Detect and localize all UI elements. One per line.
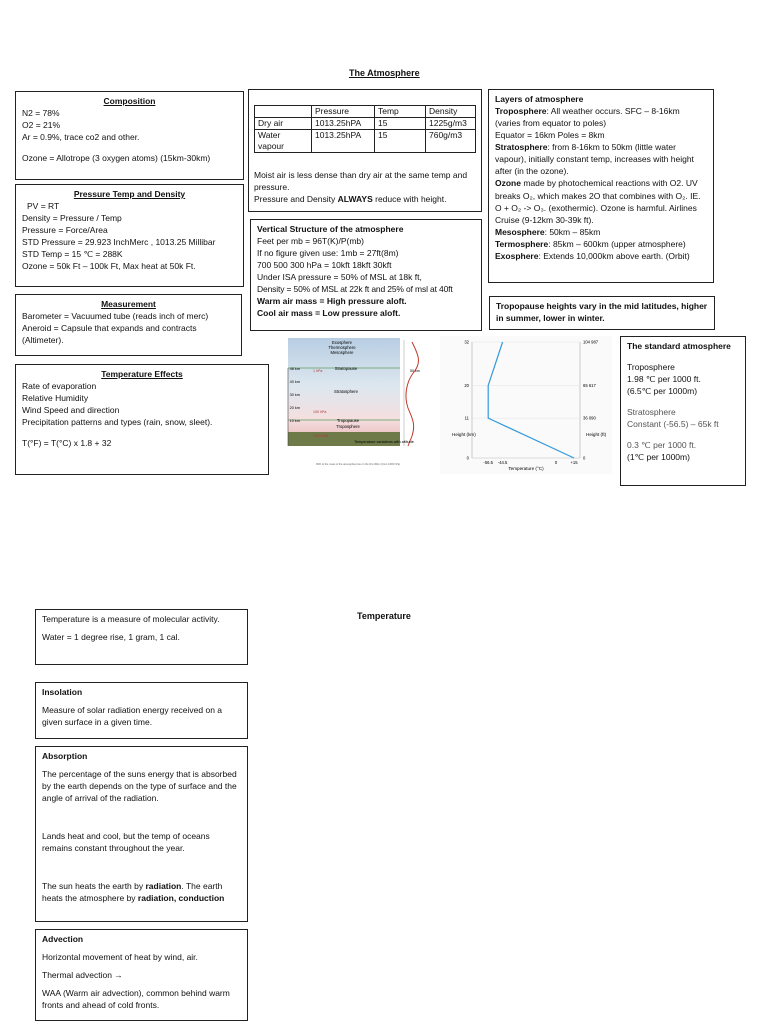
vertical-line: 700 500 300 hPa = 10kft 18kft 30kft [257, 260, 392, 271]
advection-line: Thermal advection → [42, 970, 123, 981]
figure-footnote: 99% of the mass of the atmosphere lies in the first 30km (from 1000 hPa) [315, 463, 401, 466]
x-tick-label: -56.5 [483, 460, 493, 465]
temperature-box [35, 609, 248, 665]
table-cell: Water vapour [255, 130, 312, 153]
measurement-box [15, 294, 242, 356]
y-left-label: Height (km) [452, 432, 476, 437]
y-left-tick-label: 20 [464, 383, 469, 388]
x-tick-label: 0 [554, 460, 558, 465]
table-row [255, 130, 476, 153]
top-label: Exosphere [331, 340, 353, 345]
standard-line: (6.5℃ per 1000m) [627, 386, 698, 397]
temp-effects-heading: Temperature Effects [101, 369, 183, 379]
layer-label: Tropopause [336, 418, 360, 423]
layer-item: Termosphere: 85km – 600km (upper atmosphere) [495, 238, 686, 249]
ptd-line: PV = RT [27, 201, 60, 212]
vertical-bold-line: Warm air mass = High pressure aloft. [257, 296, 407, 307]
table-header-cell: Pressure [312, 106, 375, 118]
standard-line: Constant (-56.5) – 65k ft [627, 419, 719, 430]
temp-effects-line: Precipitation patterns and types (rain, snow, sleet). [22, 417, 213, 428]
atmosphere-layers-figure [286, 336, 430, 474]
advection-box [35, 929, 248, 1021]
table-cell: 1013.25hPA [312, 118, 375, 130]
standard-line: (1℃ per 1000m) [627, 452, 690, 463]
y-left-tick-label: 11 [464, 415, 469, 421]
vertical-structure-box [250, 219, 482, 331]
standard-line: 0.3 ℃ per 1000 ft. [627, 440, 697, 451]
temp-effects-line: Wind Speed and direction [22, 405, 120, 416]
absorption-text: The sun heats the earth by radiation. The earth heats the atmosphere by radiation, conduction [42, 881, 225, 904]
layer-item: Ozone made by photochemical reactions with O2. UV breaks O₂, which makes 2O that combines with O₂. IE. O + O₂ -> O₃. (exothermic). Ozone is harmful. Airlines Cruise (9-12km 30-39k ft). [495, 178, 701, 225]
composition-line: Ar = 0.9%, trace co2 and other. [22, 132, 140, 143]
figure-caption: Temperature variations with altitude [354, 440, 414, 444]
standard-line: Stratosphere [627, 407, 676, 418]
y-right-tick-label: 0 [583, 455, 586, 461]
temperature-line: Water = 1 degree rise, 1 gram, 1 cal. [42, 632, 180, 643]
insolation-heading: Insolation [42, 687, 83, 697]
layer-item: Exosphere: Extends 10,000km above earth. (Orbit) [495, 250, 690, 261]
ptd-line: Ozone = 50k Ft – 100k Ft, Max heat at 50k Ft. [22, 261, 196, 272]
alt-label: 40 km [289, 380, 300, 384]
temp-effects-formula: T(°F) = T(°C) x 1.8 + 32 [22, 438, 112, 449]
vertical-line: Density = 50% of MSL at 22k ft and 25% of msl at 40ft [257, 284, 453, 295]
table-row [255, 118, 476, 130]
tropopause-box [489, 296, 715, 330]
measurement-line: (Altimeter). [22, 335, 64, 346]
layer-label: Stratosphere [334, 389, 358, 394]
table-header-row [255, 106, 476, 118]
temperature-curve [406, 342, 418, 446]
ptd-line: STD Pressure = 29.923 InchMerc , 1013.25 Millibar [22, 237, 216, 248]
ptd-line: STD Temp = 15 ℃ = 288K [22, 249, 123, 260]
top-label: Mesosphere [330, 350, 354, 355]
table-cell: 15 [375, 130, 426, 153]
vertical-line: If no figure given use: 1mb = 27ft(8m) [257, 248, 399, 259]
alt-label: 48 km [289, 367, 300, 371]
advection-heading: Advection [42, 934, 84, 944]
table-header-cell: Temp [375, 106, 426, 118]
temp-effects-line: Rate of evaporation [22, 381, 97, 392]
layer-item: Equator = 16km Poles = 8km [495, 130, 605, 141]
layer-item: Troposphere: All weather occurs. SFC – 8-16km (varies from equator to poles) [495, 106, 680, 129]
x-axis-label: Temperature (°C) [508, 466, 544, 471]
absorption-box [35, 746, 248, 922]
temperature-title: Temperature [357, 611, 411, 621]
standard-atmosphere-box [620, 336, 746, 486]
absorption-text: Lands heat and cool, but the temp of oceans remains constant throughout the year. [42, 831, 210, 854]
layer-item: Stratosphere: from 8-16km to 50km (little water vapour), initially constant temp, increases with height after (in the ozone). [495, 142, 694, 177]
page-title: The Atmosphere [349, 68, 420, 78]
composition-box [15, 91, 244, 180]
air-properties-table [254, 105, 476, 153]
table-cell: 1225g/m3 [426, 118, 476, 130]
y-right-label: Height (ft) [586, 432, 607, 437]
vertical-heading: Vertical Structure of the atmosphere [257, 224, 404, 234]
right-alt-label: 50 km [410, 369, 420, 373]
composition-line: O2 = 21% [22, 120, 61, 131]
standard-line: 1.98 ℃ per 1000 ft. [627, 374, 701, 385]
composition-line: Ozone = Allotrope (3 oxygen atoms) (15km-30km) [22, 153, 211, 164]
table-cell: 1013.25hPA [312, 130, 375, 153]
vertical-line: Feet per mb = 96T(K)/P(mb) [257, 236, 364, 247]
y-right-tick-label: 104 987 [583, 339, 599, 345]
top-label: Thermosphere [328, 345, 356, 350]
layer-item: Mesosphere: 50km – 85km [495, 226, 601, 237]
standard-line: Troposphere [627, 362, 675, 373]
pressure-density-note: Pressure and Density ALWAYS reduce with height. [254, 194, 447, 205]
pressure-temp-density-box [15, 184, 244, 287]
pressure-label: 1 hPa [313, 369, 323, 373]
ptd-line: Density = Pressure / Temp [22, 213, 122, 224]
insolation-text: Measure of solar radiation energy received on a given surface in a given time. [42, 705, 223, 728]
tropopause-text: Tropopause heights vary in the mid latitudes, higher in summer, lower in winter. [496, 301, 708, 324]
y-right-tick-label: 65 617 [583, 383, 596, 388]
composition-line: N2 = 78% [22, 108, 60, 119]
composition-heading: Composition [103, 96, 156, 106]
layers-box [488, 89, 714, 283]
table-cell: 760g/m3 [426, 130, 476, 153]
standard-heading: The standard atmosphere [627, 341, 731, 351]
air-density-notes [254, 169, 478, 205]
alt-label: 20 km [289, 406, 300, 410]
advection-line: Horizontal movement of heat by wind, air. [42, 952, 198, 963]
standard-atmosphere-chart [440, 336, 612, 474]
temperature-line: Temperature is a measure of molecular activity. [42, 614, 220, 624]
y-right-tick-label: 36 090 [583, 415, 596, 421]
table-cell: 15 [375, 118, 426, 130]
ptd-line: Pressure = Force/Area [22, 225, 108, 236]
x-tick-label: +15 [570, 460, 578, 465]
temperature-effects-box [15, 364, 269, 475]
insolation-box [35, 682, 248, 739]
x-tick-label: -44.5 [497, 460, 508, 465]
alt-label: 10 km [289, 419, 300, 423]
y-left-tick-label: 0 [466, 455, 469, 461]
table-header-cell: Density [426, 106, 476, 118]
pressure-label: 1000 hPa [313, 434, 329, 438]
layer-label: Troposphere [336, 424, 360, 429]
alt-label: 30 km [289, 393, 300, 397]
pressure-label: 100 hPa [313, 410, 327, 414]
measurement-line: Barometer = Vacuumed tube (reads inch of merc) [22, 311, 209, 322]
absorption-heading: Absorption [42, 751, 88, 761]
absorption-text: The percentage of the suns energy that is absorbed by the earth depends on the type of surface and the angle of arrival of the radiation. [42, 769, 237, 804]
measurement-heading: Measurement [101, 299, 156, 309]
temp-effects-line: Relative Humidity [22, 393, 89, 404]
layers-heading: Layers of atmosphere [495, 94, 584, 104]
vertical-line: Under ISA pressure = 50% of MSL at 18k ft, [257, 272, 422, 283]
chart-background [440, 336, 612, 474]
ptd-heading: Pressure Temp and Density [73, 189, 186, 199]
layer-label: Stratopause [334, 366, 358, 371]
advection-line: WAA (Warm air advection), common behind warm fronts and ahead of cold fronts. [42, 988, 230, 1011]
table-header-cell [255, 106, 312, 118]
vertical-bold-line: Cool air mass = Low pressure aloft. [257, 308, 401, 319]
y-left-tick-label: 32 [464, 339, 469, 345]
moist-air-note: Moist air is less dense than dry air at the same temp and pressure. [254, 170, 468, 193]
table-cell: Dry air [255, 118, 312, 130]
measurement-line: Aneroid = Capsule that expands and contracts [22, 323, 197, 334]
